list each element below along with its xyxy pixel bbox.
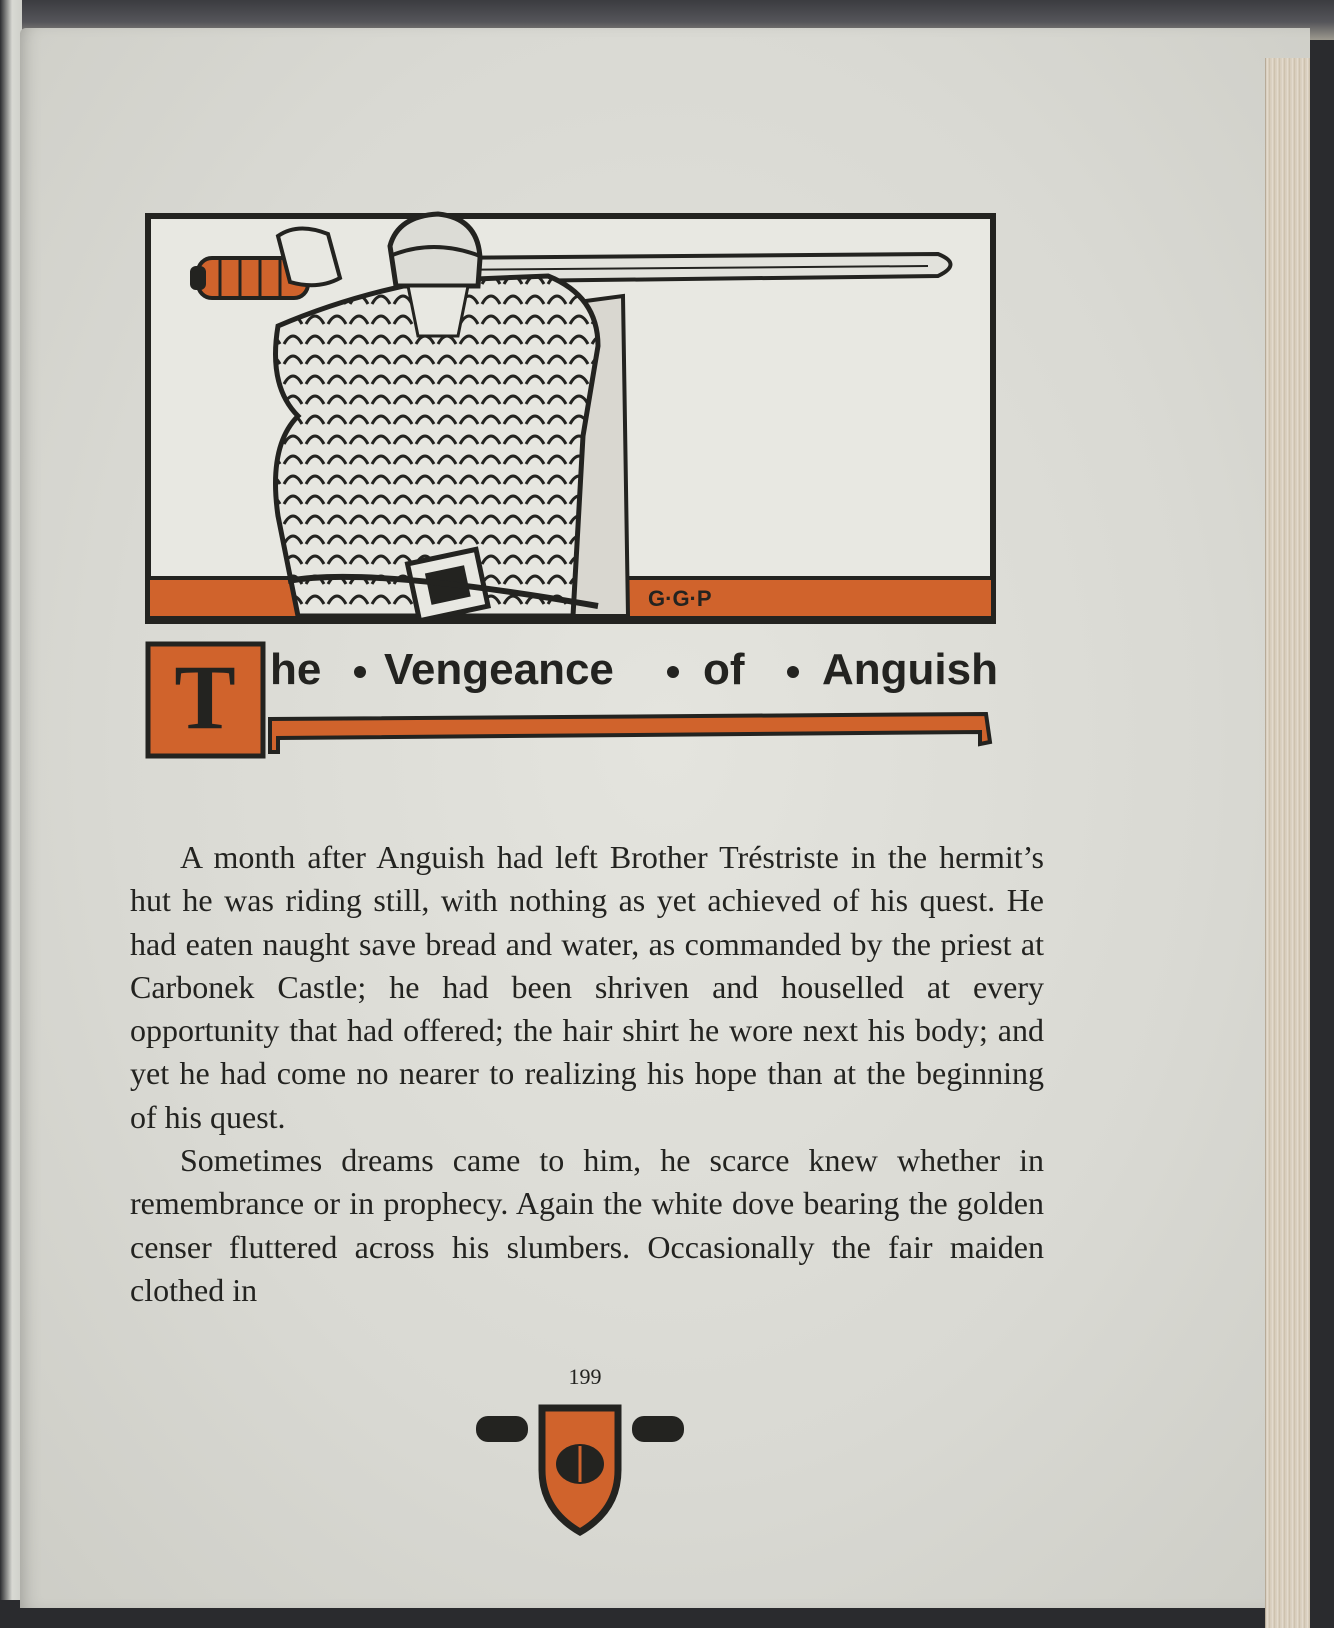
tailpiece-ornament bbox=[470, 1400, 690, 1540]
title-word-3: of bbox=[703, 645, 745, 694]
title-separator-dot bbox=[354, 666, 366, 678]
chapter-headpiece bbox=[128, 186, 1028, 786]
title-separator-dot bbox=[787, 666, 799, 678]
page-edges bbox=[1265, 58, 1310, 1628]
title-separator-dot bbox=[667, 666, 679, 678]
drop-cap-letter: T bbox=[174, 646, 236, 748]
title-underline-bar bbox=[270, 714, 990, 752]
chapter-title bbox=[270, 645, 998, 694]
paragraph: Sometimes dreams came to him, he scarce knew whether in remembrance or in prophecy. Again the white dove bearing the golden censer fluttered across his slumbers. Occasionally the fair maiden clothed in bbox=[130, 1142, 1044, 1308]
page-number: 199 bbox=[568, 1364, 602, 1389]
ornament-bar-right bbox=[632, 1416, 684, 1442]
previous-page-edge bbox=[0, 0, 22, 1600]
ornament-bar-left bbox=[476, 1416, 528, 1442]
title-word-1: he bbox=[270, 645, 322, 694]
drop-cap bbox=[148, 644, 263, 756]
title-word-2: Vengeance bbox=[384, 645, 614, 694]
paragraph: A month after Anguish had left Brother Tréstriste in the hermit’s hut he was riding still, with nothing as yet achieved of his quest. He had eaten naught save bread and water, as commanded by the priest at Carbonek Castle; he had been shriven and houselled at every opportunity that had offered; the hair shirt he wore next his body; and yet he had come no nearer to realizing his hope than at the beginning of his quest. bbox=[130, 839, 1044, 1135]
title-word-4: Anguish bbox=[822, 645, 998, 694]
chapter-body bbox=[130, 836, 1044, 1312]
gauntlet bbox=[278, 228, 340, 285]
artist-monogram: G·G·P bbox=[648, 586, 712, 611]
